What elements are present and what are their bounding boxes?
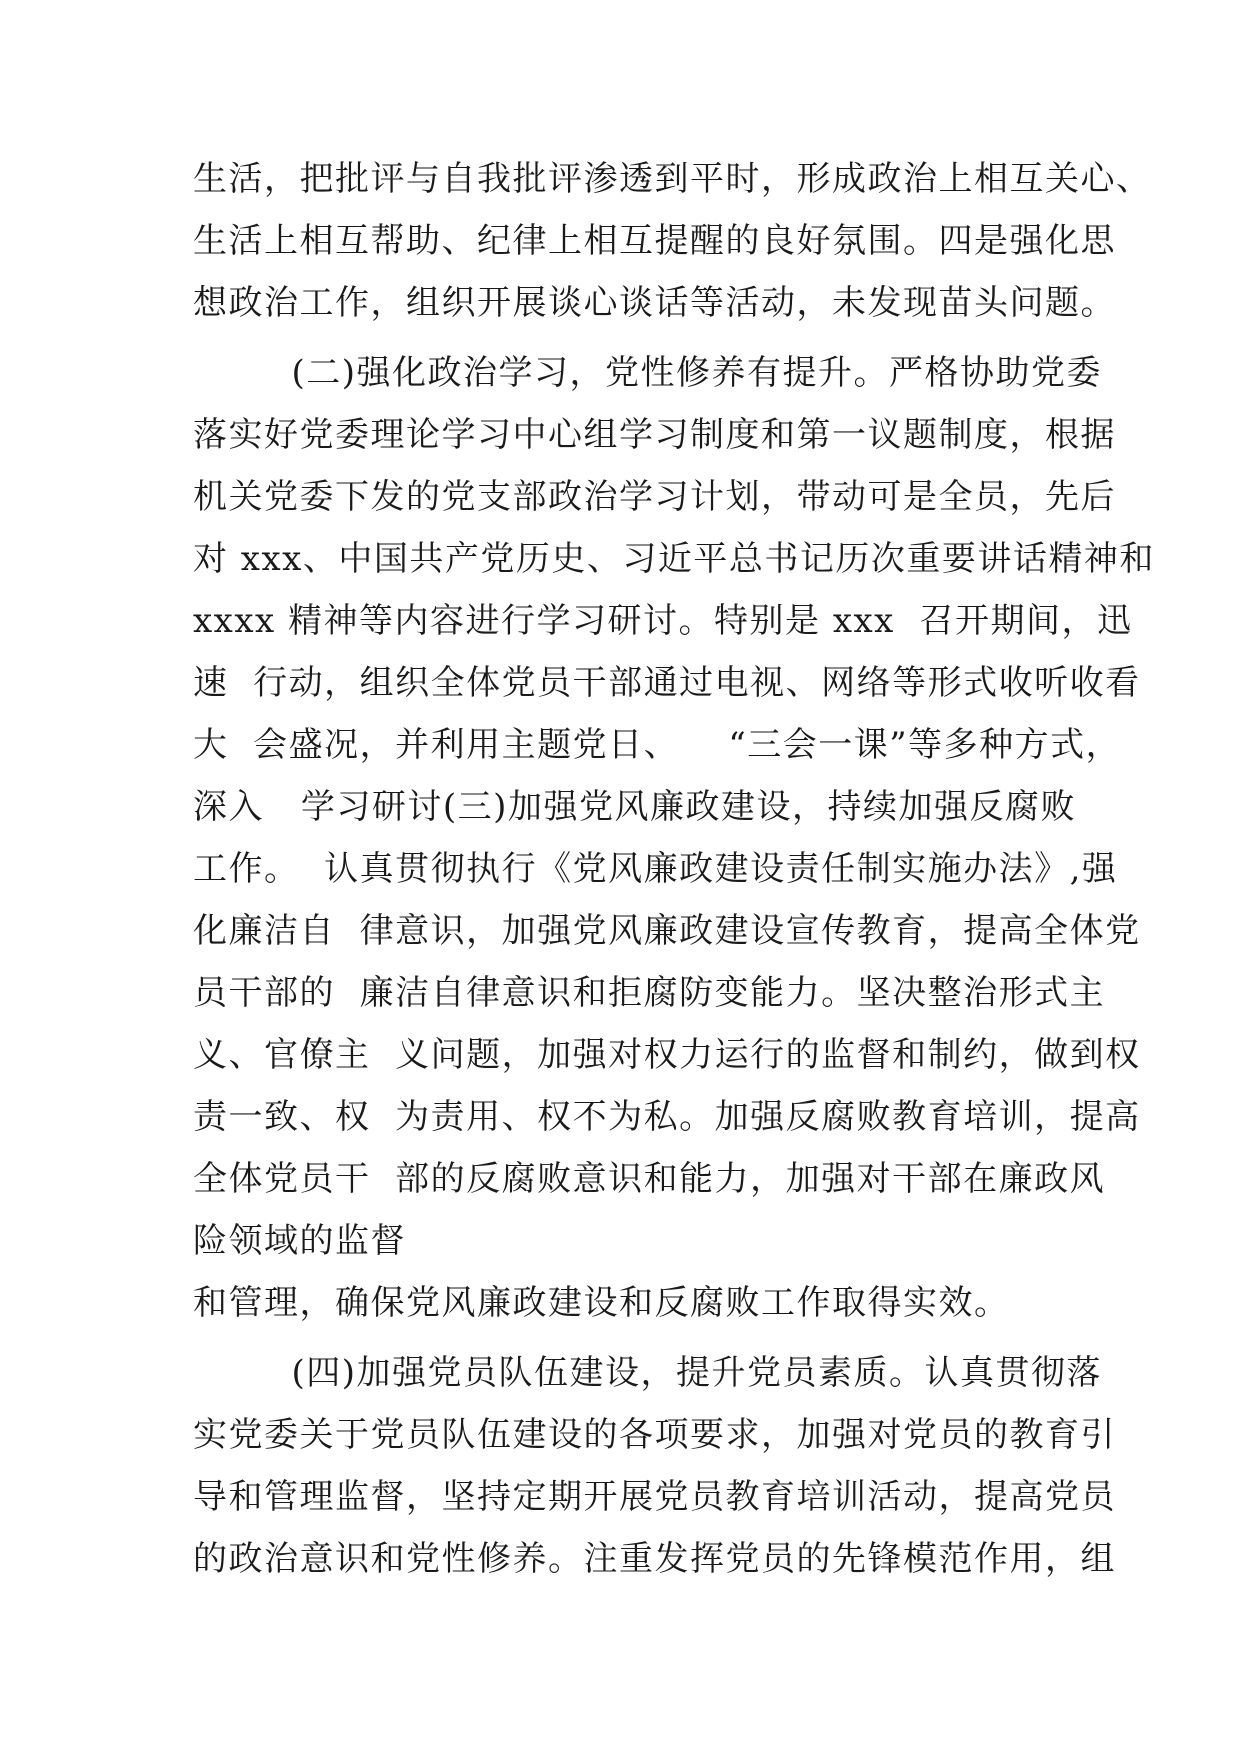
text-line: 义、官僚主 义问题，加强对权力运行的监督和制约，做到权: [193, 1035, 1141, 1075]
text-line: 工作。 认真贯彻执行《党风廉政建设责任制实施办法》,强: [193, 849, 1118, 889]
text-line: 速 行动，组织全体党员干部通过电视、网络等形式收听收看: [193, 663, 1141, 703]
text-line: 深入 学习研讨(三)加强党风廉政建设，持续加强反腐败: [193, 787, 1076, 827]
text-line: 化廉洁自 律意识，加强党风廉政建设宣传教育，提高全体党: [193, 911, 1141, 951]
text-line: 导和管理监督，坚持定期开展党员教育培训活动，提高党员: [193, 1477, 1116, 1517]
text-line: 的政治意识和党性修养。注重发挥党员的先锋模范作用，组: [193, 1539, 1116, 1579]
text-line: 落实好党委理论学习中心组学习制度和第一议题制度，根据: [193, 415, 1116, 455]
document-body: [193, 148, 1155, 1590]
text-line: 险领域的监督: [193, 1221, 406, 1261]
text-line: 生活上相互帮助、纪律上相互提醒的良好氛围。四是强化思: [193, 221, 1116, 261]
text-line: 生活，把批评与自我批评渗透到平时，形成政治上相互关心、: [193, 159, 1152, 199]
text-line: 对 xxx、中国共产党历史、习近平总书记历次重要讲话精神和: [193, 539, 1155, 579]
text-line: 机关党委下发的党支部政治学习计划，带动可是全员，先后: [193, 477, 1116, 517]
text-line: (四)加强党员队伍建设，提升党员素质。认真贯彻落: [193, 1353, 1102, 1393]
text-line: 责一致、权 为责用、权不为私。加强反腐败教育培训，提高: [193, 1097, 1141, 1137]
text-line: 想政治工作，组织开展谈心谈话等活动，未发现苗头问题。: [193, 283, 1116, 323]
text-line: 和管理，确保党风廉政建设和反腐败工作取得实效。: [193, 1283, 1010, 1323]
text-line: 实党委关于党员队伍建设的各项要求，加强对党员的教育引: [193, 1415, 1116, 1455]
text-line: (二)强化政治学习，党性修养有提升。严格协助党委: [193, 353, 1102, 393]
text-line: 大 会盛况，并利用主题党日、 “三会一课”等多种方式，: [193, 725, 1122, 765]
text-line: 员干部的 廉洁自律意识和拒腐防变能力。坚决整治形式主: [193, 973, 1106, 1013]
text-line: 全体党员干 部的反腐败意识和能力，加强对干部在廉政风: [193, 1159, 1106, 1199]
text-line: xxxx 精神等内容进行学习研讨。特别是 xxx 召开期间，迅: [193, 601, 1133, 641]
